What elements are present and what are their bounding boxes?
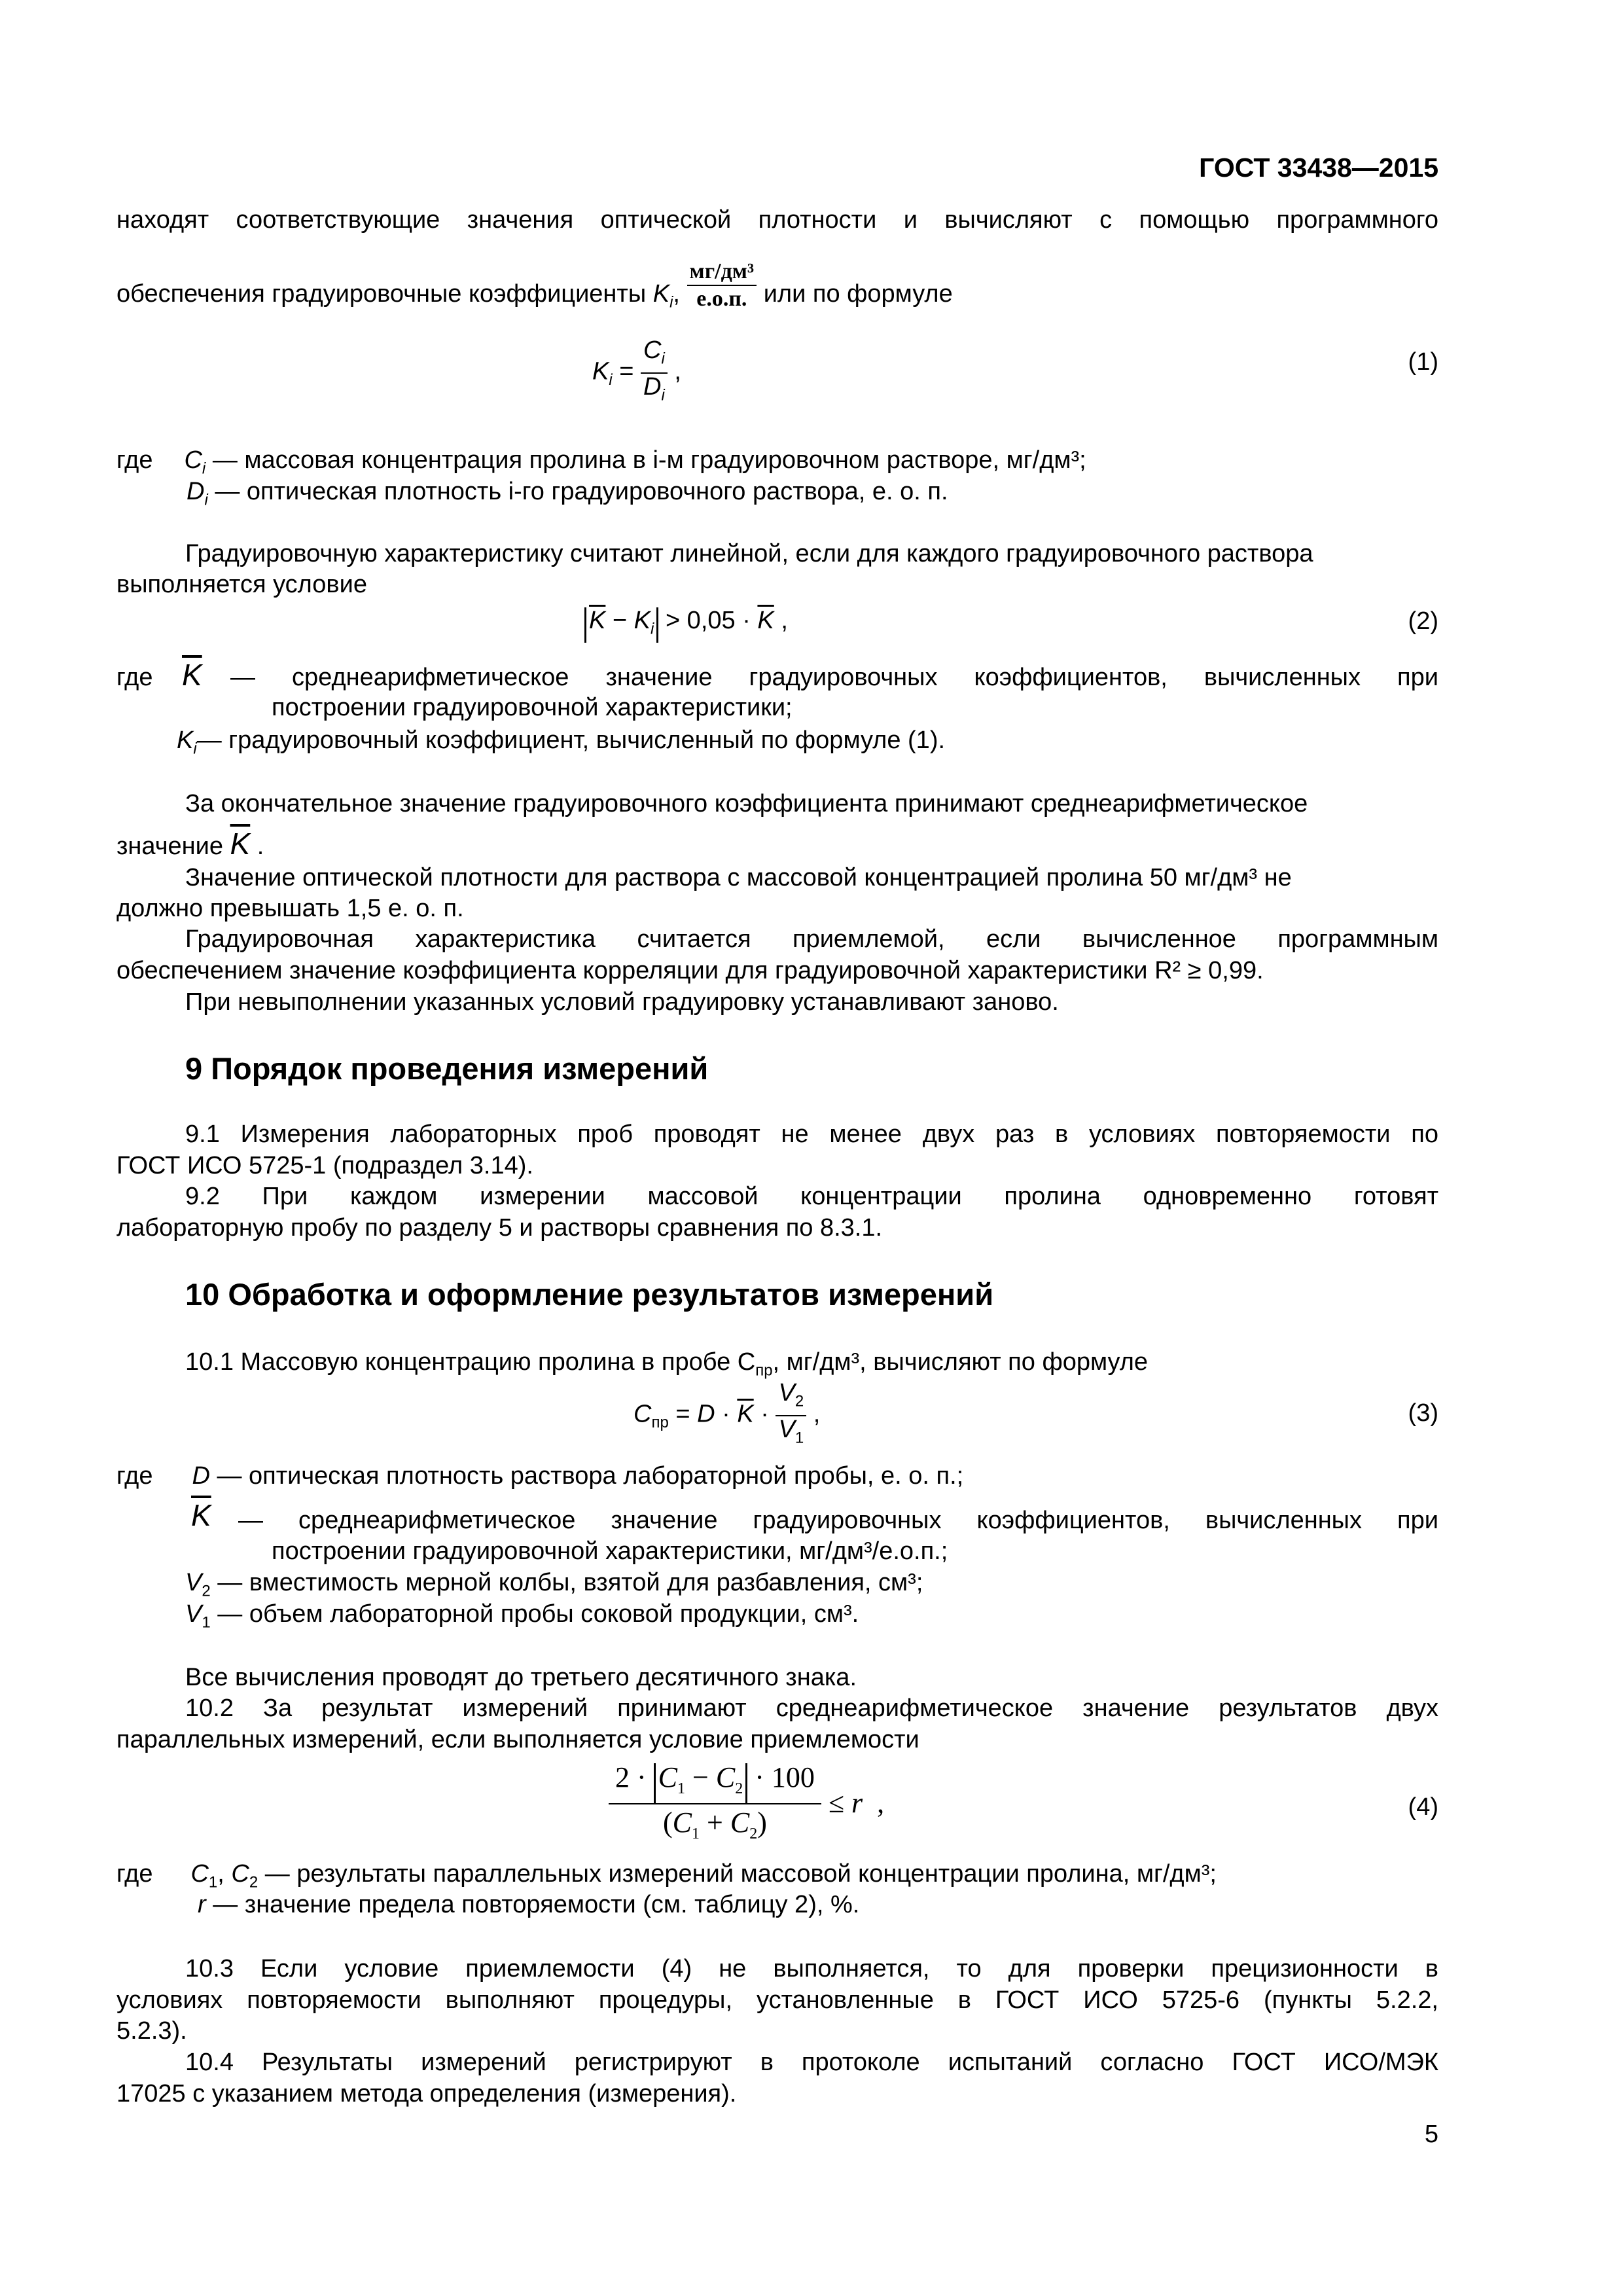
final-para-line-4: должно превышать 1,5 е. о. п. <box>116 895 464 922</box>
s10-where4-r: r — значение предела повторяемости (см. таблицу 2), %. <box>198 1891 860 1918</box>
s10-p1: 10.1 Массовую концентрацию пролина в пробе $C_{пр}$, мг/дм³, вычисляют по формуле <box>185 1348 1148 1380</box>
linear-para-line-1: Градуировочную характеристику считают линейной, если для каждого градуировочного раствора <box>185 540 1313 567</box>
final-para-line-6: обеспечением значение коэффициента корреляции для градуировочной характеристики R² ≥ 0,99. <box>116 957 1264 984</box>
where-2-k-line-1: — среднеарифметическое значение градуировочных коэффициентов, вычисленных при <box>230 664 1438 691</box>
section-10-title: 10 Обработка и оформление результатов измерений <box>185 1277 994 1312</box>
final-para-line-2: значение $\overline{K}$ . <box>116 827 264 861</box>
formula-1-number: (1) <box>1408 348 1438 376</box>
formula-4-number: (4) <box>1408 1793 1438 1821</box>
s10-p2-line-1: 10.2 За результат измерений принимают среднеарифметическое значение результатов двух <box>185 1695 1438 1722</box>
s10-where4-c: где $C_1$, $C_2$ — результаты параллельных измерений массовой концентрации пролина, мг/дм³; <box>116 1860 1217 1892</box>
intro-line-2: обеспечения градуировочные коэффициенты $K_i$, $\frac{\text{мг/дм³}}{е.о.п.}$ или по формуле <box>116 259 953 312</box>
final-para-line-1: За окончательное значение градуировочного коэффициента принимают среднеарифметическое <box>185 790 1308 817</box>
s10-p2-line-2: параллельных измерений, если выполняется условие приемлемости <box>116 1726 919 1753</box>
s10-p4-line-1: 10.4 Результаты измерений регистрируют в протоколе испытаний согласно ГОСТ ИСО/МЭК <box>185 2049 1438 2076</box>
page-number: 5 <box>1424 2121 1438 2148</box>
s10-where-d: где D — оптическая плотность раствора лабораторной пробы, е. о. п.; <box>116 1462 964 1490</box>
formula-1: $K_i$ = $\frac{C_i}{D_i}$ , <box>592 336 681 404</box>
s10-where-v1: $V_1$ — объем лабораторной пробы соковой продукции, см³. <box>185 1600 859 1632</box>
final-para-line-5: Градуировочная характеристика считается приемлемой, если вычисленное программным <box>185 925 1438 953</box>
s10-where-k-line-1: — среднеарифметическое значение градуировочных коэффициентов, вычисленных при <box>238 1507 1438 1534</box>
calc-note: Все вычисления проводят до третьего десятичного знака. <box>185 1664 857 1691</box>
unit-numerator: мг/дм³ <box>687 259 757 286</box>
where-2-k-line-2: построении градуировочной характеристики; <box>272 694 793 721</box>
formula-4: $\frac{2 \cdot C_1 - C_2 \cdot 100}{(C_1 + C_2)}$ ≤ r , <box>609 1759 884 1852</box>
s10-p3-line-3: 5.2.3). <box>116 2017 187 2045</box>
k-bar-symbol: $\overline{K}$ <box>182 658 202 692</box>
unit-denominator: е.о.п. <box>696 287 747 311</box>
linear-para-line-2: выполняется условие <box>116 571 367 598</box>
s10-p3-line-2: условиях повторяемости выполняют процедуры, установленные в ГОСТ ИСО 5725-6 (пункты 5.2.2, <box>116 1986 1438 2014</box>
s9-p1-line-1: 9.1 Измерения лабораторных проб проводят не менее двух раз в условиях повторяемости по <box>185 1121 1438 1148</box>
formula-2: $\overline{K} - K_i > 0,05 \cdot \overline{K}$ , <box>584 605 788 643</box>
formula-2-number: (2) <box>1408 607 1438 635</box>
s10-p3-line-1: 10.3 Если условие приемлемости (4) не выполняется, то для проверки прецизионности в <box>185 1955 1438 1982</box>
document-id-header: ГОСТ 33438—2015 <box>1199 152 1438 183</box>
k-bar-symbol-2: $\overline{K}$ <box>191 1498 211 1532</box>
s10-where-v2: $V_2$ — вместимость мерной колбы, взятой для разбавления, см³; <box>185 1569 923 1600</box>
s9-p1-line-2: ГОСТ ИСО 5725-1 (подраздел 3.14). <box>116 1152 533 1179</box>
final-para-line-3: Значение оптической плотности для раствора с массовой концентрацией пролина 50 мг/дм³ не <box>185 864 1292 891</box>
section-9-title: 9 Порядок проведения измерений <box>185 1051 709 1086</box>
s10-p4-line-2: 17025 с указанием метода определения (измерения). <box>116 2080 737 2108</box>
s10-where-k-line-2: построении градуировочной характеристики, мг/дм³/е.о.п.; <box>272 1537 948 1565</box>
formula-3-number: (3) <box>1408 1399 1438 1427</box>
intro-line-1: находят соответствующие значения оптической плотности и вычисляют с помощью программного <box>116 206 1438 234</box>
where-1-c: где $C_i$ — массовая концентрация пролина в i-м градуировочном растворе, мг/дм³; <box>116 446 1086 478</box>
formula-3: $C_{пр} = D \cdot \overline{K}$ · $\frac{V_2}{V_1}$ , <box>633 1379 821 1447</box>
where-1-d: $D_i$ — оптическая плотность i-го градуировочного раствора, е. о. п. <box>187 478 948 509</box>
final-para-line-7: При невыполнении указанных условий градуировку устанавливают заново. <box>185 988 1059 1016</box>
s9-p2-line-2: лабораторную пробу по разделу 5 и растворы сравнения по 8.3.1. <box>116 1214 883 1242</box>
where-2-ki: $K_i—$ градуировочный коэффициент, вычисленный по формуле (1). <box>177 726 946 758</box>
s9-p2-line-1: 9.2 При каждом измерении массовой концентрации пролина одновременно готовят <box>185 1183 1438 1210</box>
where-2-label: где <box>116 664 153 691</box>
